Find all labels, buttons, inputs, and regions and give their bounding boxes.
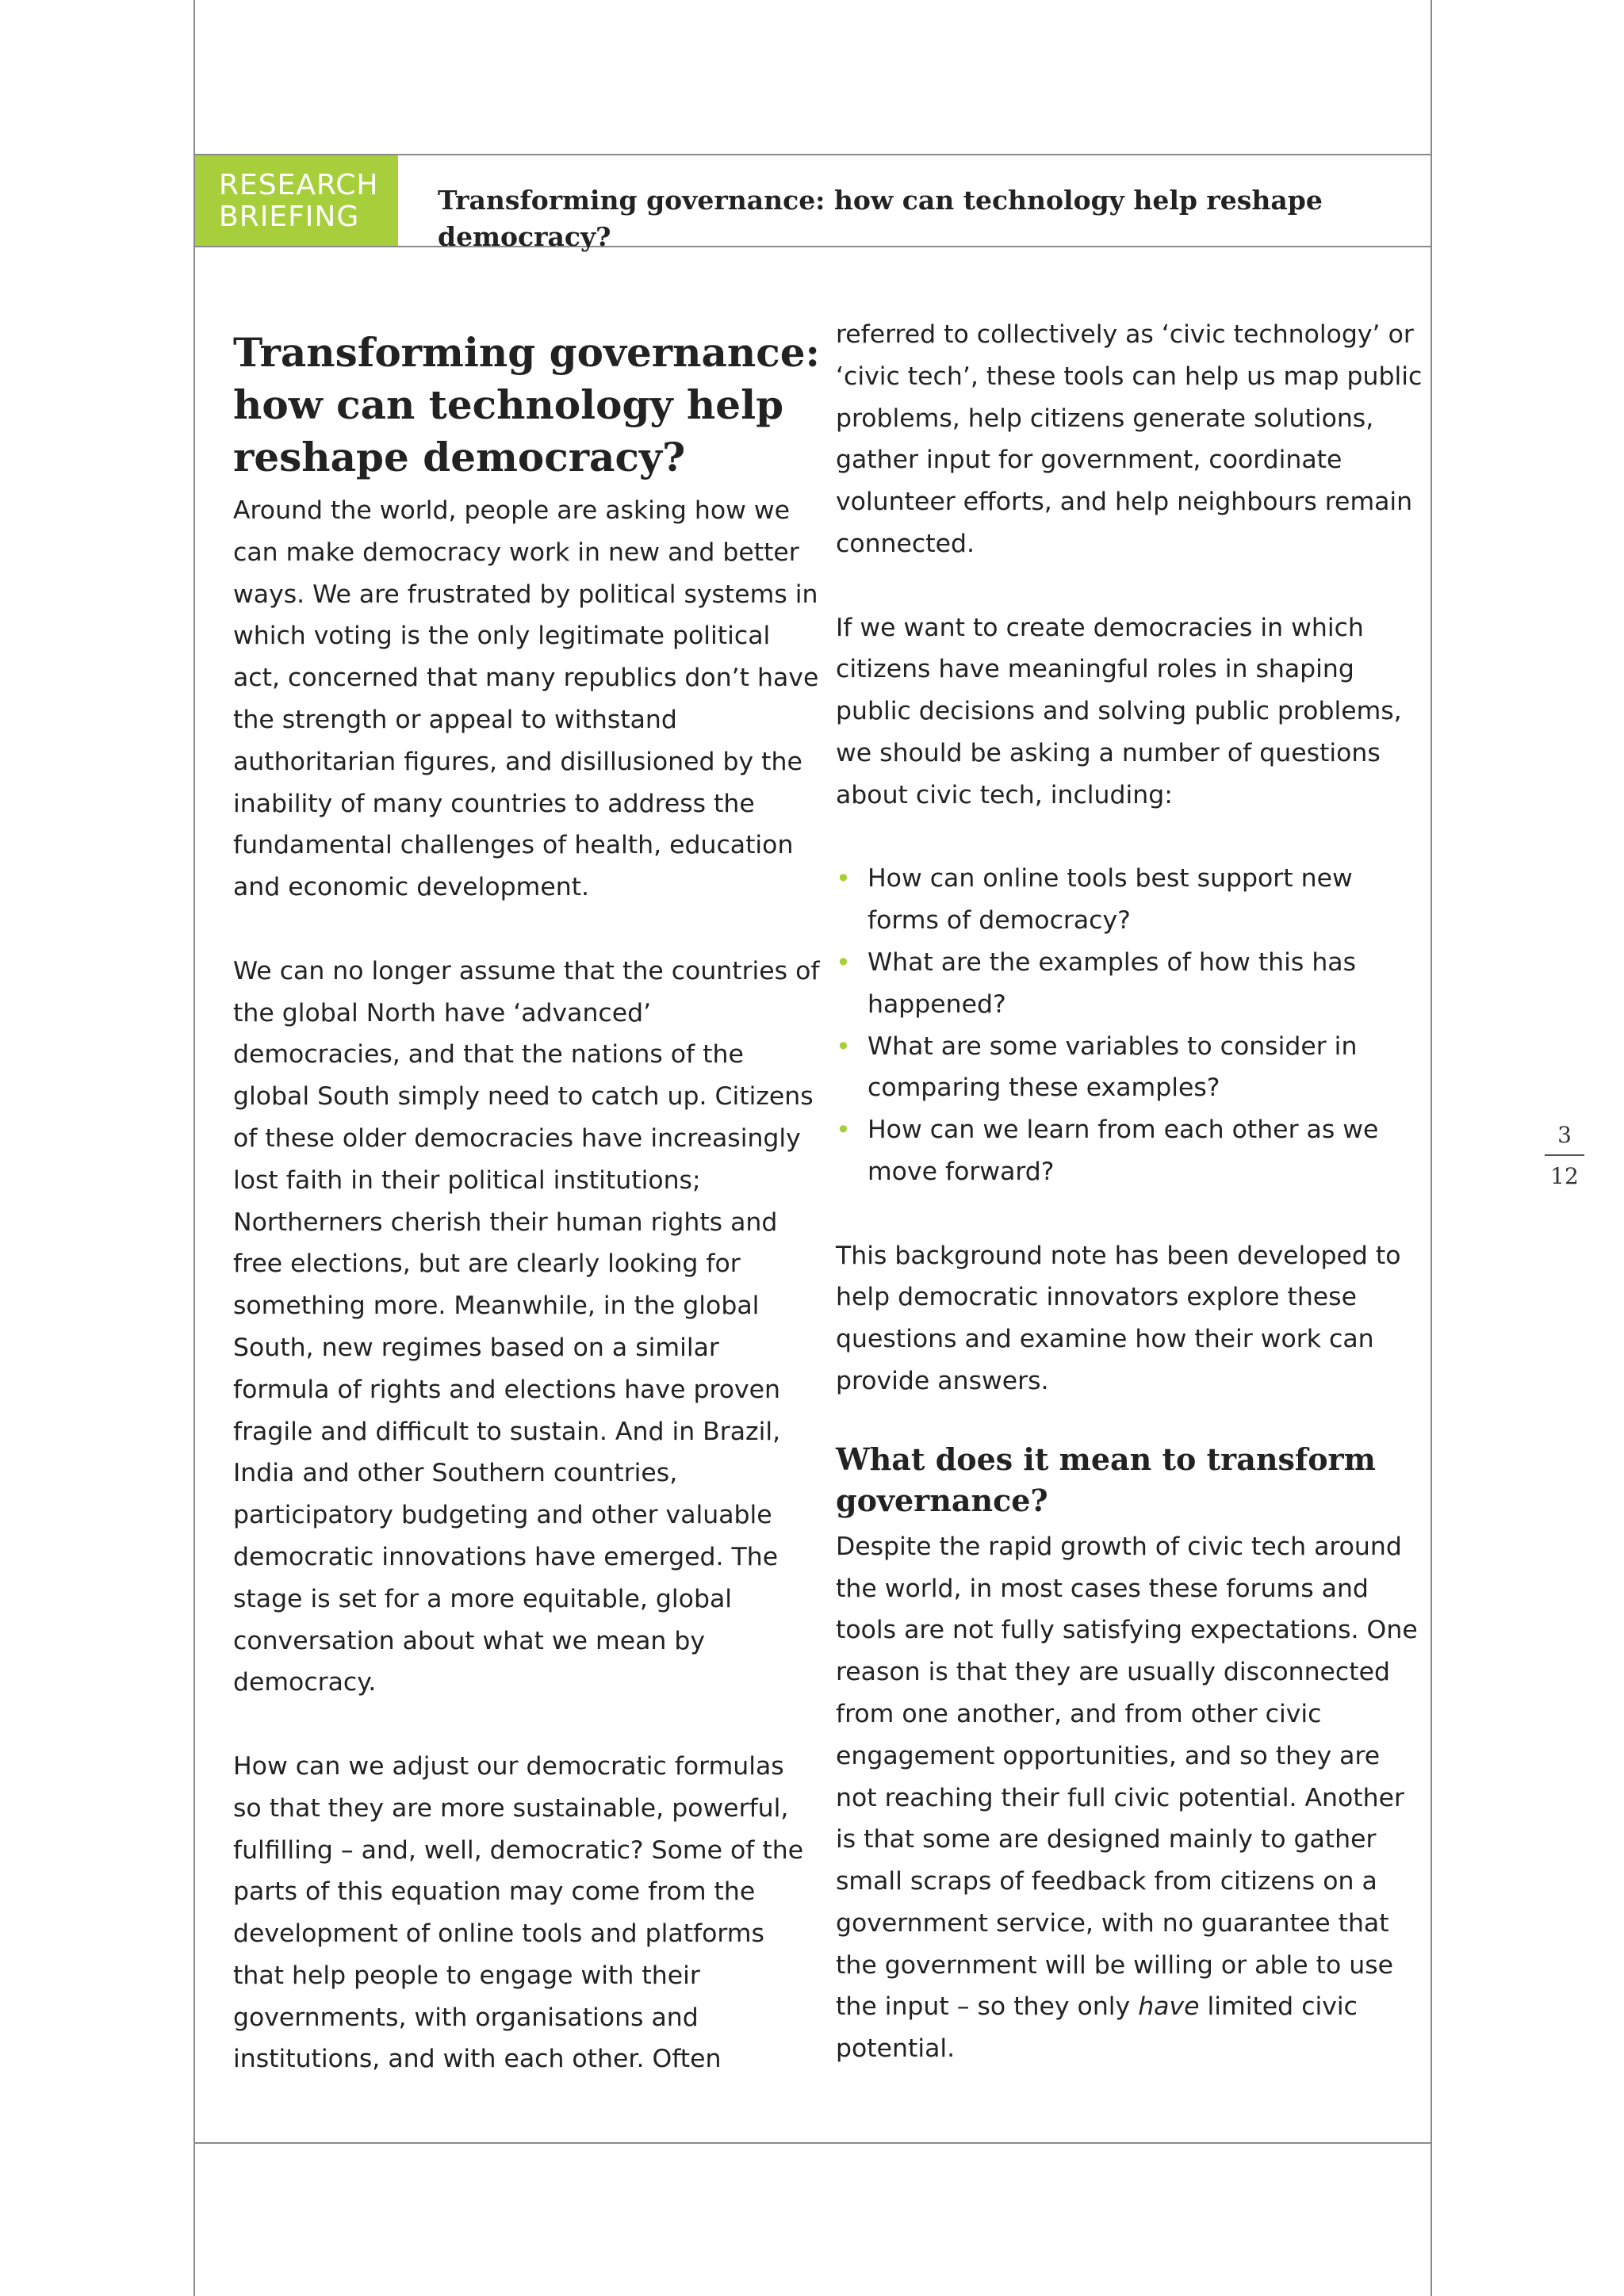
bullet-dot-icon: • (836, 1031, 851, 1062)
page-number-divider (1545, 1154, 1584, 1156)
italic-word: have (1138, 1992, 1200, 2022)
paragraph-intro: Around the world, people are asking how we can make democracy work in new and better ways. We are frustrated by political systems in which voting is the only legitimate political act, concerned that many republics don’t have the strength or appeal to withstand authoritarian figures, and disillusioned by the inability of many countries to address the fundamental challenges of health, education and economic development. (233, 496, 819, 902)
right-column (836, 314, 1423, 2070)
bullet-dot-icon: • (836, 863, 851, 894)
bullet-dot-icon: • (836, 947, 851, 978)
paragraph-transform-governance (836, 1526, 1423, 2070)
list-item: • What are some variables to consider in comparing these examples? (836, 1026, 1423, 1110)
total-pages: 12 (1550, 1163, 1579, 1189)
current-page: 3 (1557, 1122, 1572, 1148)
badge-line-2: BRIEFING (219, 201, 360, 233)
badge-line-1: RESEARCH (219, 169, 379, 201)
bullet-dot-icon: • (836, 1115, 851, 1146)
left-page-border (193, 0, 195, 2296)
list-item: • How can we learn from each other as we move forward? (836, 1109, 1423, 1193)
right-page-border (1431, 0, 1432, 2296)
paragraph-end: limited civic potential. (836, 1992, 1358, 2064)
running-header-title: Transforming governance: how can technology help reshape democracy? (438, 185, 1323, 252)
page-number (1545, 1119, 1584, 1191)
list-item: • What are the examples of how this has happened? (836, 942, 1423, 1026)
paragraph-body: Despite the rapid growth of civic tech around the world, in most cases these forums and tools are not fully satisfying expectations. One reason is that they are usually disconnected from one another, and from other civic engagement opportunities, and so they are not reaching their full civic potential. Another is that some are designed mainly to gather small scraps of feedback from citizens on a government service, with no guarantee that the government will be willing or able to use the input – so they only (836, 1532, 1418, 2022)
research-briefing-badge (195, 155, 398, 246)
article-title: Transforming governance: how can technology help reshape democracy? (233, 329, 820, 480)
left-column (233, 317, 820, 2080)
list-item: • How can online tools best support new forms of democracy? (836, 858, 1423, 942)
paragraph-north-south: We can no longer assume that the countries of the global North have ‘advanced’ democracies, and that the nations of the global South simply need to catch up. Citizens of these older democracies have increasingly lost faith in their political institutions; Northerners cherish their human rights and free elections, but are clearly looking for something more. Meanwhile, in the global South, new regimes based on a similar formula of rights and elections have proven fragile and difficult to sustain. And in Brazil, India and other Southern countries, participatory budgeting and other valuable democratic innovations have emerged. The stage is set for a more equitable, global conversation about what we mean by democracy. (233, 956, 820, 1697)
paragraph-background-note: This background note has been developed to help democratic innovators explore these questions and examine how their work can provide answers. (836, 1241, 1401, 1395)
paragraph-adjust-formulas: How can we adjust our democratic formulas so that they are more sustainable, powerful, fulfilling – and, well, democratic? Some of the parts of this equation may come from the development of online tools and platforms that help people to engage with their governments, with organisations and institutions, and with each other. Often (233, 1751, 804, 2074)
paragraph-questions-intro: If we want to create democracies in which citizens have meaningful roles in shaping public decisions and solving public problems, we should be asking a number of questions about civic tech, including: (836, 613, 1402, 809)
footer-rule (193, 2142, 1432, 2144)
paragraph-civic-tech: referred to collectively as ‘civic technology’ or ‘civic tech’, these tools can help us map public problems, help citizens generate solutions, gather input for government, coordinate volunteer efforts, and help neighbours remain connected. (836, 320, 1423, 558)
question-list (836, 858, 1423, 1192)
section-heading: What does it mean to transform governance? (836, 1441, 1376, 1518)
